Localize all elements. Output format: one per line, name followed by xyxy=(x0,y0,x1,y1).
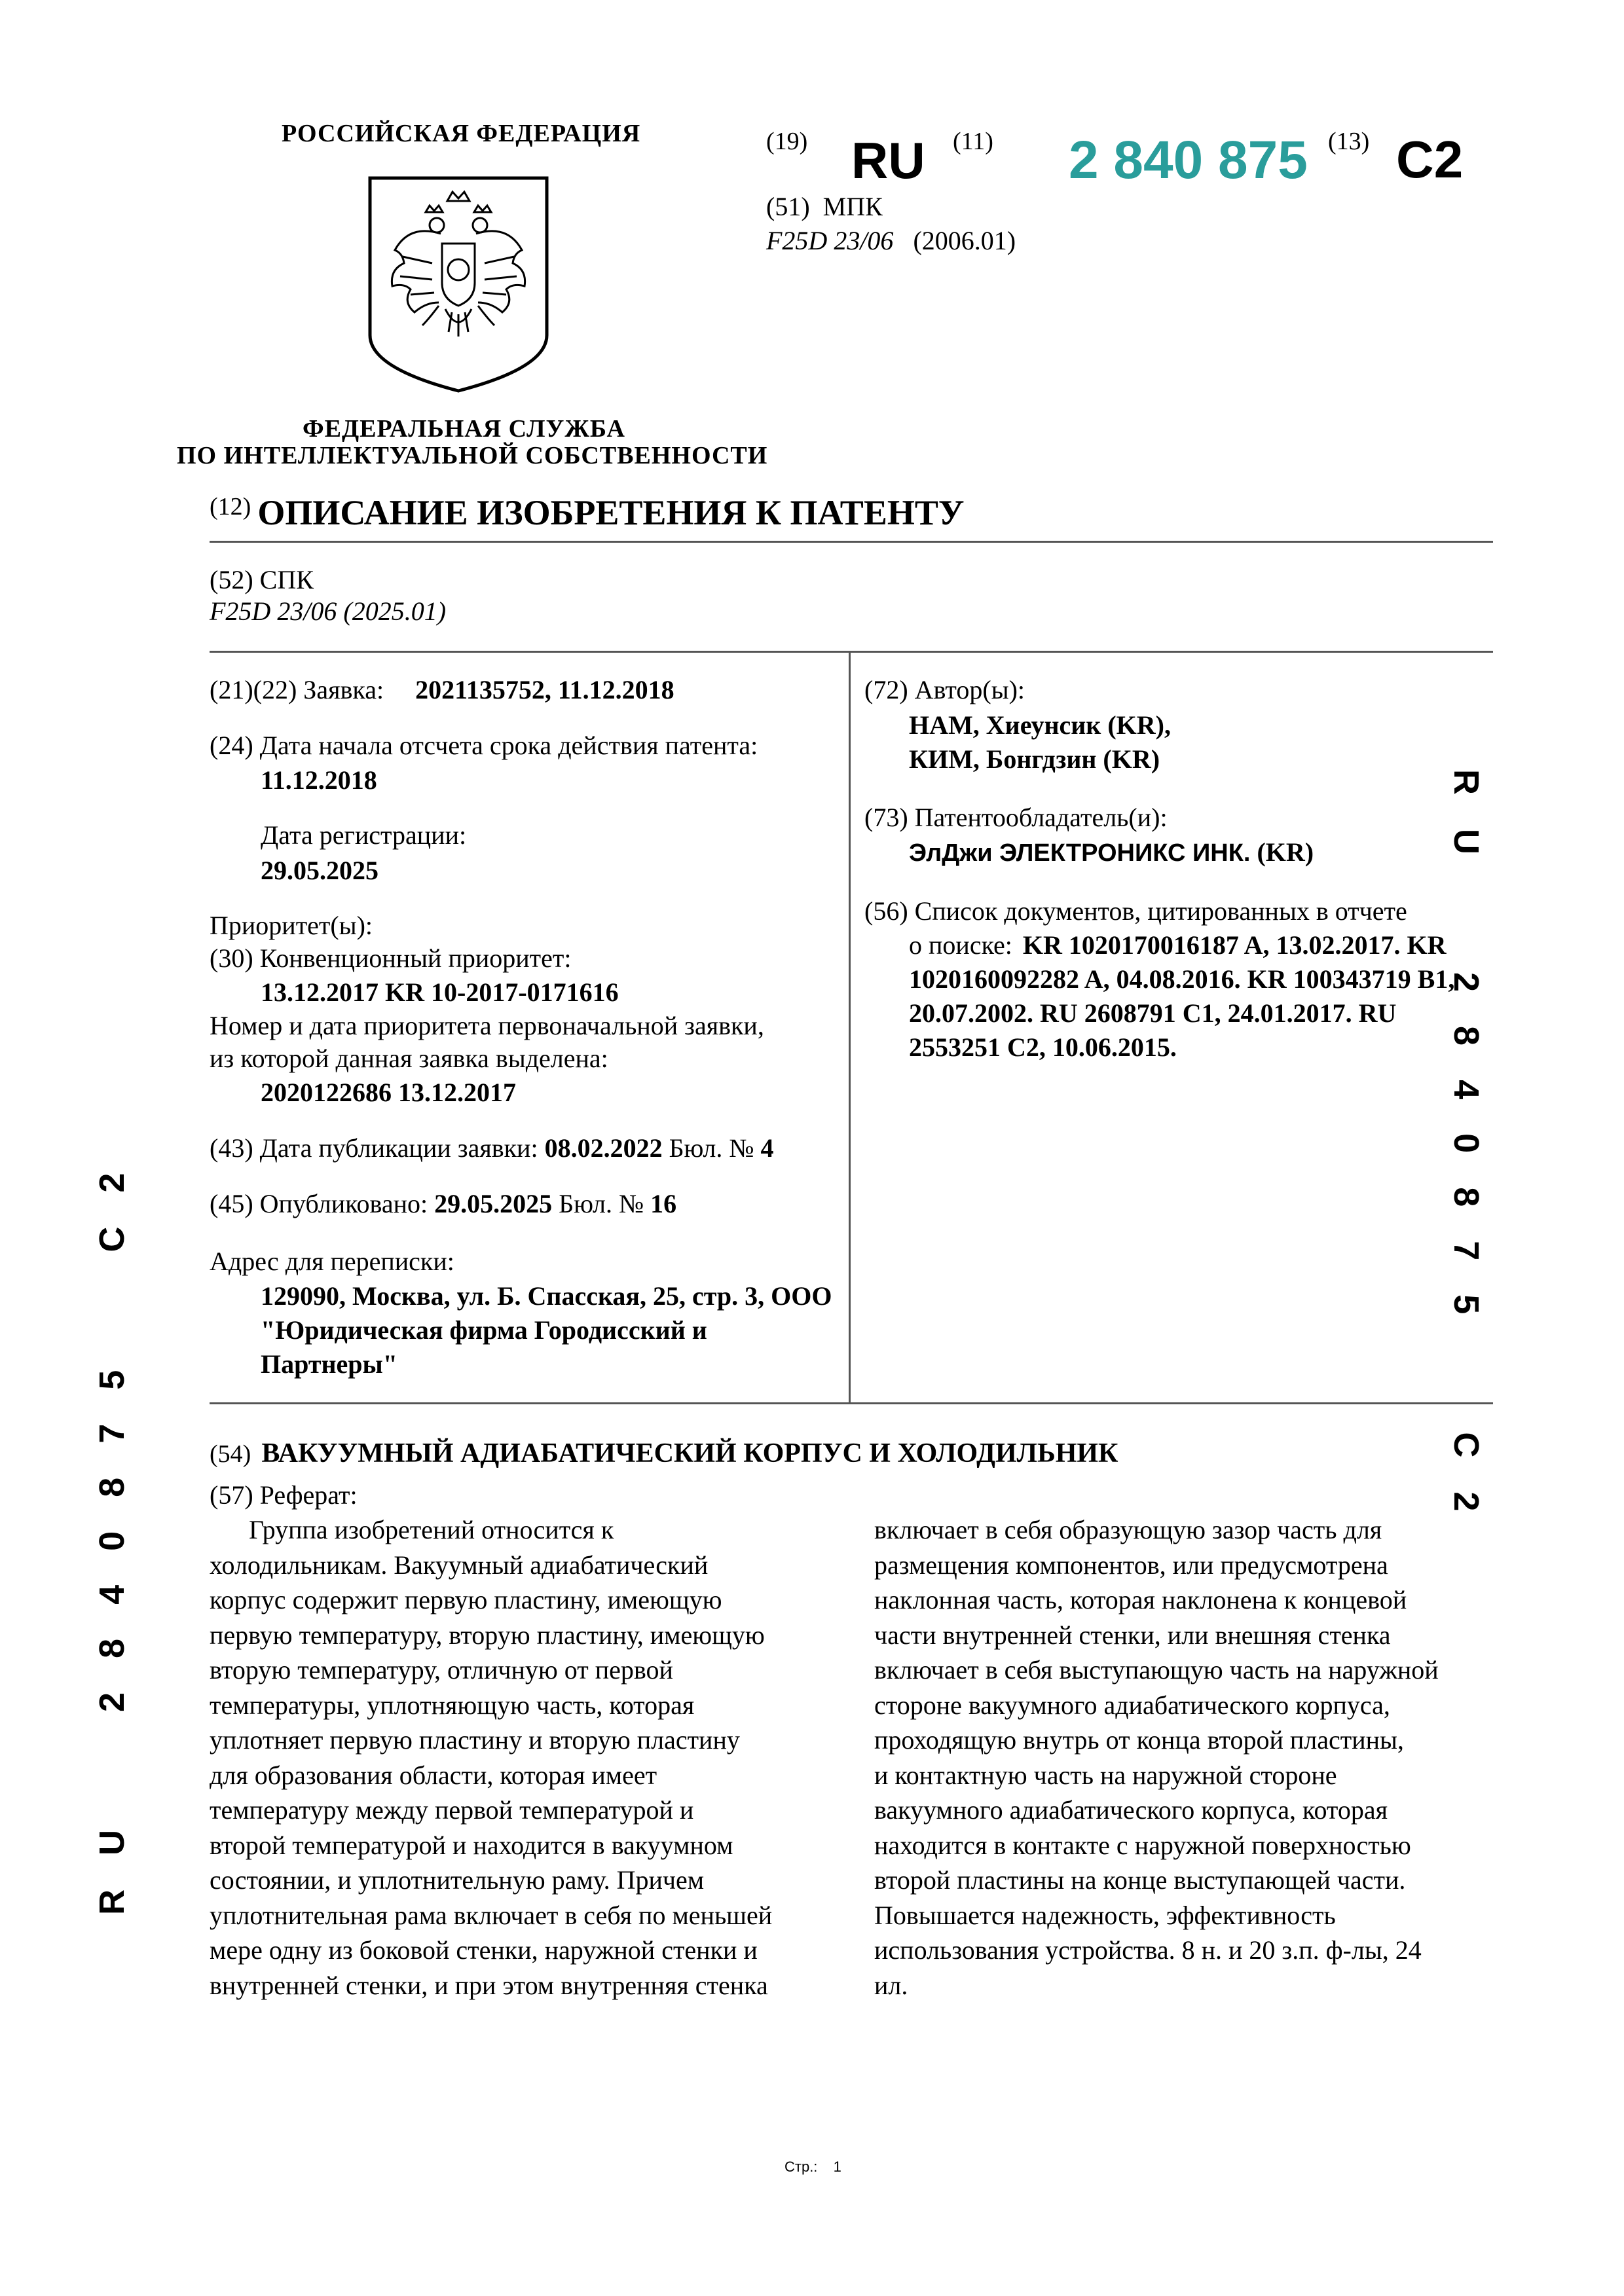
side-code-char: 4 xyxy=(92,1584,132,1605)
abstract-line: включает в себя образующую зазор часть для xyxy=(874,1515,1382,1544)
parent-application-value: 2020122686 13.12.2017 xyxy=(261,1078,516,1107)
cited-documents-line1 xyxy=(909,930,1447,960)
ipc-class-line xyxy=(766,225,1016,256)
ipc-class: F25D 23/06 xyxy=(766,226,894,255)
address-line2: "Юридическая фирма Городисский и xyxy=(261,1315,707,1345)
page-footer xyxy=(784,2159,841,2176)
side-code-char: R xyxy=(92,1889,132,1915)
patent-number: 2 840 875 xyxy=(1069,130,1308,190)
author-1: НАМ, Хиеунсик (KR), xyxy=(909,710,1171,740)
abstract-line: состоянии, и уплотнительную раму. Причем xyxy=(210,1865,705,1895)
divider-bottom xyxy=(210,1402,1493,1404)
application-value: 2021135752, 11.12.2018 xyxy=(415,675,674,704)
application-publication-bulletin-number: 4 xyxy=(760,1133,774,1163)
side-code-char: 2 xyxy=(92,1692,132,1712)
application-publication-bulletin: Бюл. № xyxy=(669,1133,754,1163)
invention-title: ВАКУУМНЫЙ АДИАБАТИЧЕСКИЙ КОРПУС И ХОЛОДИЛЬНИК xyxy=(261,1438,1118,1468)
abstract-line: части внутренней стенки, или внешняя стенка xyxy=(874,1620,1391,1650)
side-code-char: U xyxy=(1447,829,1486,854)
abstract-line: вакуумного адиабатического корпуса, которая xyxy=(874,1795,1388,1825)
application-publication-date: 08.02.2022 xyxy=(544,1133,663,1163)
published-bulletin-number: 16 xyxy=(650,1189,677,1218)
abstract-line: размещения компонентов, или предусмотрена xyxy=(874,1550,1388,1580)
abstract-line: наклонная часть, которая наклонена к концевой xyxy=(874,1585,1407,1614)
side-code-char: 7 xyxy=(1447,1241,1486,1261)
abstract-line: Группа изобретений относится к xyxy=(249,1515,614,1544)
application-publication-label: (43) Дата публикации заявки: xyxy=(210,1133,538,1163)
inid-code-12: (12) xyxy=(210,493,251,520)
invention-title-row xyxy=(210,1438,1118,1469)
abstract-line: ил. xyxy=(874,1970,908,2000)
parent-application-label-2: из которой данная заявка выделена: xyxy=(210,1044,608,1073)
side-code-char: 5 xyxy=(92,1370,132,1390)
cited-documents-label: (56) Список документов, цитированных в отчете xyxy=(864,896,1407,926)
abstract-line: второй пластины на конце выступающей части. xyxy=(874,1865,1406,1895)
inid-code-11: (11) xyxy=(953,128,993,155)
term-start-label: (24) Дата начала отсчета срока действия патента: xyxy=(210,731,758,760)
document-type-title: ОПИСАНИЕ ИЗОБРЕТЕНИЯ К ПАТЕНТУ xyxy=(257,493,965,532)
side-code-char: 0 xyxy=(1447,1133,1486,1154)
cpc-value: F25D 23/06 (2025.01) xyxy=(210,596,447,626)
abstract-line: мере одну из боковой стенки, наружной стенки и xyxy=(210,1935,758,1965)
abstract-line: температуру между первой температурой и xyxy=(210,1795,694,1825)
side-code-char: 7 xyxy=(92,1423,132,1444)
published-date: 29.05.2025 xyxy=(434,1189,553,1218)
term-start-value: 11.12.2018 xyxy=(261,765,377,795)
agency-name-line1: ФЕДЕРАЛЬНАЯ СЛУЖБА xyxy=(303,415,625,443)
application-row xyxy=(210,674,674,705)
abstract-line: холодильникам. Вакуумный адиабатический xyxy=(210,1550,709,1580)
abstract-line: вторую температуру, отличную от первой xyxy=(210,1655,673,1685)
cited-documents-prefix: о поиске: xyxy=(909,930,1012,960)
abstract-line: уплотнительная рама включает в себя по меньшей xyxy=(210,1900,773,1930)
patent-holder-row xyxy=(909,837,1314,867)
country-name: РОССИЙСКАЯ ФЕДЕРАЦИЯ xyxy=(282,120,641,147)
side-code-char: 8 xyxy=(1447,1026,1486,1046)
side-code-char: 2 xyxy=(1447,972,1486,993)
side-code-char: U xyxy=(92,1830,132,1855)
registration-label: Дата регистрации: xyxy=(261,820,467,850)
side-code-char: 8 xyxy=(92,1638,132,1658)
inid-code-51: (51) xyxy=(766,192,810,221)
side-code-char: 5 xyxy=(1447,1294,1486,1315)
convention-label: (30) Конвенционный приоритет: xyxy=(210,943,572,973)
abstract-line: использования устройства. 8 н. и 20 з.п. ф-лы, 24 xyxy=(874,1935,1422,1965)
divider-top xyxy=(210,541,1493,543)
cited-documents-line2: 1020160092282 A, 04.08.2016. KR 100343719 B1, xyxy=(909,964,1455,994)
abstract-line: внутренней стенки, и при этом внутренняя стенка xyxy=(210,1970,768,2000)
abstract-line: уплотняет первую пластину и вторую пластину xyxy=(210,1725,740,1755)
divider-bibliographic xyxy=(210,651,1493,653)
cited-documents-line4: 2553251 C2, 10.06.2015. xyxy=(909,1032,1177,1062)
patent-holder-country: (KR) xyxy=(1257,837,1314,867)
abstract-column-2 xyxy=(874,1512,1470,2003)
page-number: 1 xyxy=(833,2159,841,2175)
application-label: (21)(22) Заявка: xyxy=(210,675,384,704)
patent-holder-label: (73) Патентообладатель(и): xyxy=(864,803,1168,832)
abstract-line: второй температурой и находится в вакуумном xyxy=(210,1830,733,1860)
side-code-char: 0 xyxy=(92,1531,132,1551)
address-line1: 129090, Москва, ул. Б. Спасская, 25, стр. 3, ООО xyxy=(261,1281,832,1311)
side-code-char: C xyxy=(92,1226,132,1252)
address-line3: Партнеры" xyxy=(261,1349,397,1379)
cited-documents-text-1: KR 1020170016187 A, 13.02.2017. KR xyxy=(1022,930,1447,960)
abstract-line: температуры, уплотняющую часть, которая xyxy=(210,1690,695,1720)
side-code-char: 4 xyxy=(1447,1080,1486,1100)
abstract-line: Повышается надежность, эффективность xyxy=(874,1900,1336,1930)
inid-code-19: (19) xyxy=(766,128,808,155)
ipc-version: (2006.01) xyxy=(913,226,1016,255)
agency-name-line2: ПО ИНТЕЛЛЕКТУАЛЬНОЙ СОБСТВЕННОСТИ xyxy=(177,442,768,469)
side-code-char: 8 xyxy=(1447,1187,1486,1207)
abstract-line: находится в контакте с наружной поверхностью xyxy=(874,1830,1411,1860)
ipc-line xyxy=(766,191,883,222)
publication-number-block xyxy=(766,124,1500,196)
abstract-line: включает в себя выступающую часть на наружной xyxy=(874,1655,1439,1685)
patent-holder-name: ЭлДжи ЭЛЕКТРОНИКС ИНК. xyxy=(909,839,1251,867)
abstract-line: для образования области, которая имеет xyxy=(210,1760,657,1790)
inid-code-54: (54) xyxy=(210,1440,251,1468)
author-2: КИМ, Бонгдзин (KR) xyxy=(909,744,1160,774)
coat-of-arms-emblem xyxy=(363,172,553,394)
parent-application-label-1: Номер и дата приоритета первоначальной заявки, xyxy=(210,1011,764,1040)
abstract-line: первую температуру, вторую пластину, имеющую xyxy=(210,1620,765,1650)
abstract-line: проходящую внутрь от конца второй пластины, xyxy=(874,1725,1404,1755)
address-label: Адрес для переписки: xyxy=(210,1247,454,1276)
registration-value: 29.05.2025 xyxy=(261,856,378,885)
application-publication-row xyxy=(210,1133,774,1163)
abstract-line: стороне вакуумного адиабатического корпуса, xyxy=(874,1690,1390,1720)
published-label: (45) Опубликовано: xyxy=(210,1189,428,1218)
page-label: Стр.: xyxy=(784,2159,818,2175)
inid-code-13: (13) xyxy=(1328,128,1370,155)
side-code-right xyxy=(1446,769,1486,1545)
published-bulletin: Бюл. № xyxy=(559,1189,644,1218)
side-code-char: 2 xyxy=(92,1173,132,1193)
kind-code: C2 xyxy=(1396,130,1464,189)
abstract-line: и контактную часть на наружной стороне xyxy=(874,1760,1337,1790)
column-divider xyxy=(849,651,851,1402)
published-row xyxy=(210,1188,676,1219)
abstract-column-1 xyxy=(210,1512,805,2003)
abstract-label: (57) Реферат: xyxy=(210,1480,358,1510)
authors-label: (72) Автор(ы): xyxy=(864,675,1025,704)
side-code-char: 8 xyxy=(92,1477,132,1497)
side-code-char: C xyxy=(1447,1432,1486,1458)
side-code-char: 2 xyxy=(1447,1491,1486,1512)
abstract-line: корпус содержит первую пластину, имеющую xyxy=(210,1585,722,1614)
side-code-char: R xyxy=(1447,769,1486,795)
priority-label: Приоритет(ы): xyxy=(210,911,373,940)
cpc-label: (52) СПК xyxy=(210,565,314,594)
convention-value: 13.12.2017 KR 10-2017-0171616 xyxy=(261,977,619,1007)
cited-documents-line3: 20.07.2002. RU 2608791 C1, 24.01.2017. RU xyxy=(909,998,1397,1028)
ipc-label: МПК xyxy=(822,192,883,221)
document-type xyxy=(210,492,965,533)
side-code-left xyxy=(92,1139,132,1915)
country-code: RU xyxy=(851,132,925,189)
